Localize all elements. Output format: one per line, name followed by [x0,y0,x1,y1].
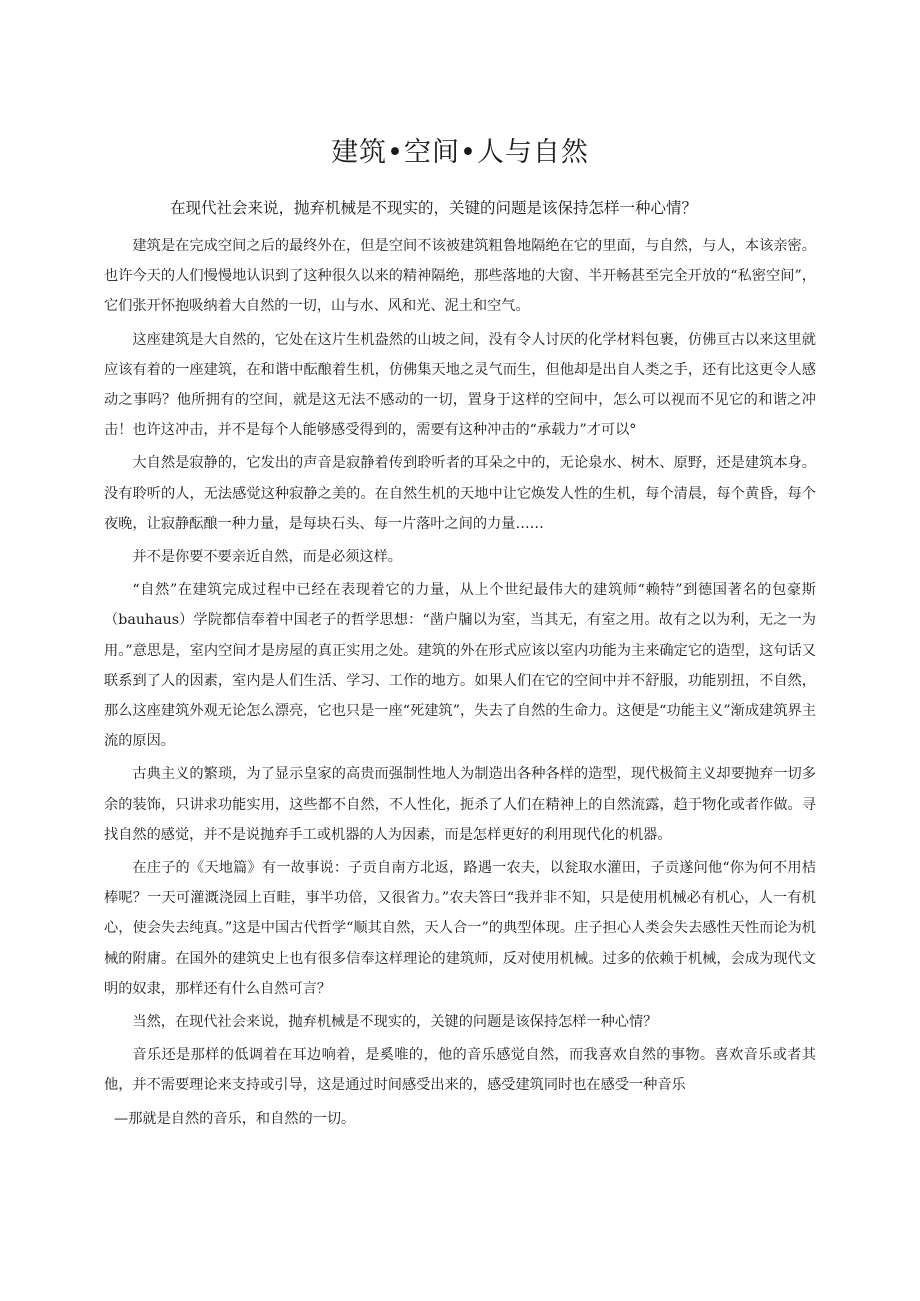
paragraph: “自然”在建筑完成过程中已经在表现着它的力量，从上个世纪最伟大的建筑师“赖特”到德国著名的包豪斯（bauhaus）学院都信奉着中国老子的哲学思想：“凿户牖以为室，当其无，有室之用。故有之以为利，无之一为用。”意思是，室内空间才是房屋的真正实用之处。建筑的外在形式应该以室内功能为主来确定它的造型，这句话又联系到了人的因素，室内是人们生活、学习、工作的地方。如果人们在它的空间中并不舒服，功能别扭，不自然，那么这座建筑外观无论怎么漂亮，它也只是一座“死建筑”，失去了自然的生命力。这便是“功能主义”渐成建筑界主流的原因。 [104,582,816,750]
paragraph: 并不是你要不要亲近自然，而是必须这样。 [132,549,402,566]
paragraph: 当然，在现代社会来说，抛弃机械是不现实的，关键的问题是该保持怎样一种心情？ [132,1014,658,1031]
document-body [104,231,816,1137]
paragraph: 在庄子的《天地篇》有一故事说：子贡自南方北返，路遇一农夫，以瓮取水灌田，子贡遂问他“你为何不用桔棒呢？一天可灌溉浇园上百畦，事半功倍，又很省力。”农夫答曰“我并非不知，只是使用机械必有机心，人一有机心，使会失去纯真。”这是中国古代哲学“顺其自然，天人合一”的典型体现。庄子担心人类会失去感性天性而论为机械的附庸。在国外的建筑史上也有很多信奉这样理论的建筑师，反对使用机械。过多的依赖于机械，会成为现代文明的奴隶，那样还有什么自然可言？ [104,860,816,997]
paragraph: 大自然是寂静的，它发出的声音是寂静着传到聆听者的耳朵之中的，无论泉水、树木、原野，还是建筑本身。没有聆听的人，无法感觉这种寂静之美的。在自然生机的天地中让它焕发人性的生机，每个清晨，每个黄昏，每个夜晚，让寂静酝酿一种力量，是每块石头、每一片落叶之间的力量…… [104,455,816,532]
document-title: 建筑•空间•人与自然 [331,137,589,168]
document-subtitle: 在现代社会来说，抛弃机械是不现实的，关键的问题是该保持怎样一种心情？ [170,199,698,217]
paragraph: 音乐还是那样的低调着在耳边响着，是奚唯的，他的音乐感觉自然，而我喜欢自然的事物。喜欢音乐或者其他，并不需要理论来支持或引导，这是通过时间感受出来的，感受建筑同时也在感受一种音乐 [104,1047,816,1094]
paragraph: 建筑是在完成空间之后的最终外在，但是空间不该被建筑粗鲁地隔绝在它的里面，与自然，与人，本该亲密。也许今天的人们慢慢地认识到了这种很久以来的精神隔绝，那些落地的大窗、半开畅甚至完全开放的“私密空间”，它们张开怀抱吸纳着大自然的一切，山与水、风和光、泥土和空气。 [104,238,816,315]
closing-line: —那就是自然的音乐，和自然的一切。 [114,1110,356,1127]
paragraph: 这座建筑是大自然的，它处在这片生机盎然的山坡之间，没有令人讨厌的化学材料包裹，仿佛亘古以来这里就应该有着的一座建筑，在和谐中酝酿着生机，仿佛集天地之灵气而生，但他却是出自人类之手，还有比这更令人感动之事吗？他所拥有的空间，就是这无法不感动的一切，置身于这样的空间中，怎么可以视而不见它的和谐之冲击！也许这冲击，并不是每个人能够感受得到的，需要有这种冲击的“承载力”才可以° [104,331,816,439]
paragraph: 古典主义的繁琐，为了显示皇家的高贵而强制性地人为制造出各种各样的造型，现代极简主义却要抛弃一切多余的装饰，只讲求功能实用，这些都不自然，不人性化，扼杀了人们在精神上的自然流露，趋于物化或者作做。寻找自然的感觉，并不是说抛弃手工或机器的人为因素，而是怎样更好的利用现代化的机器。 [104,766,816,843]
